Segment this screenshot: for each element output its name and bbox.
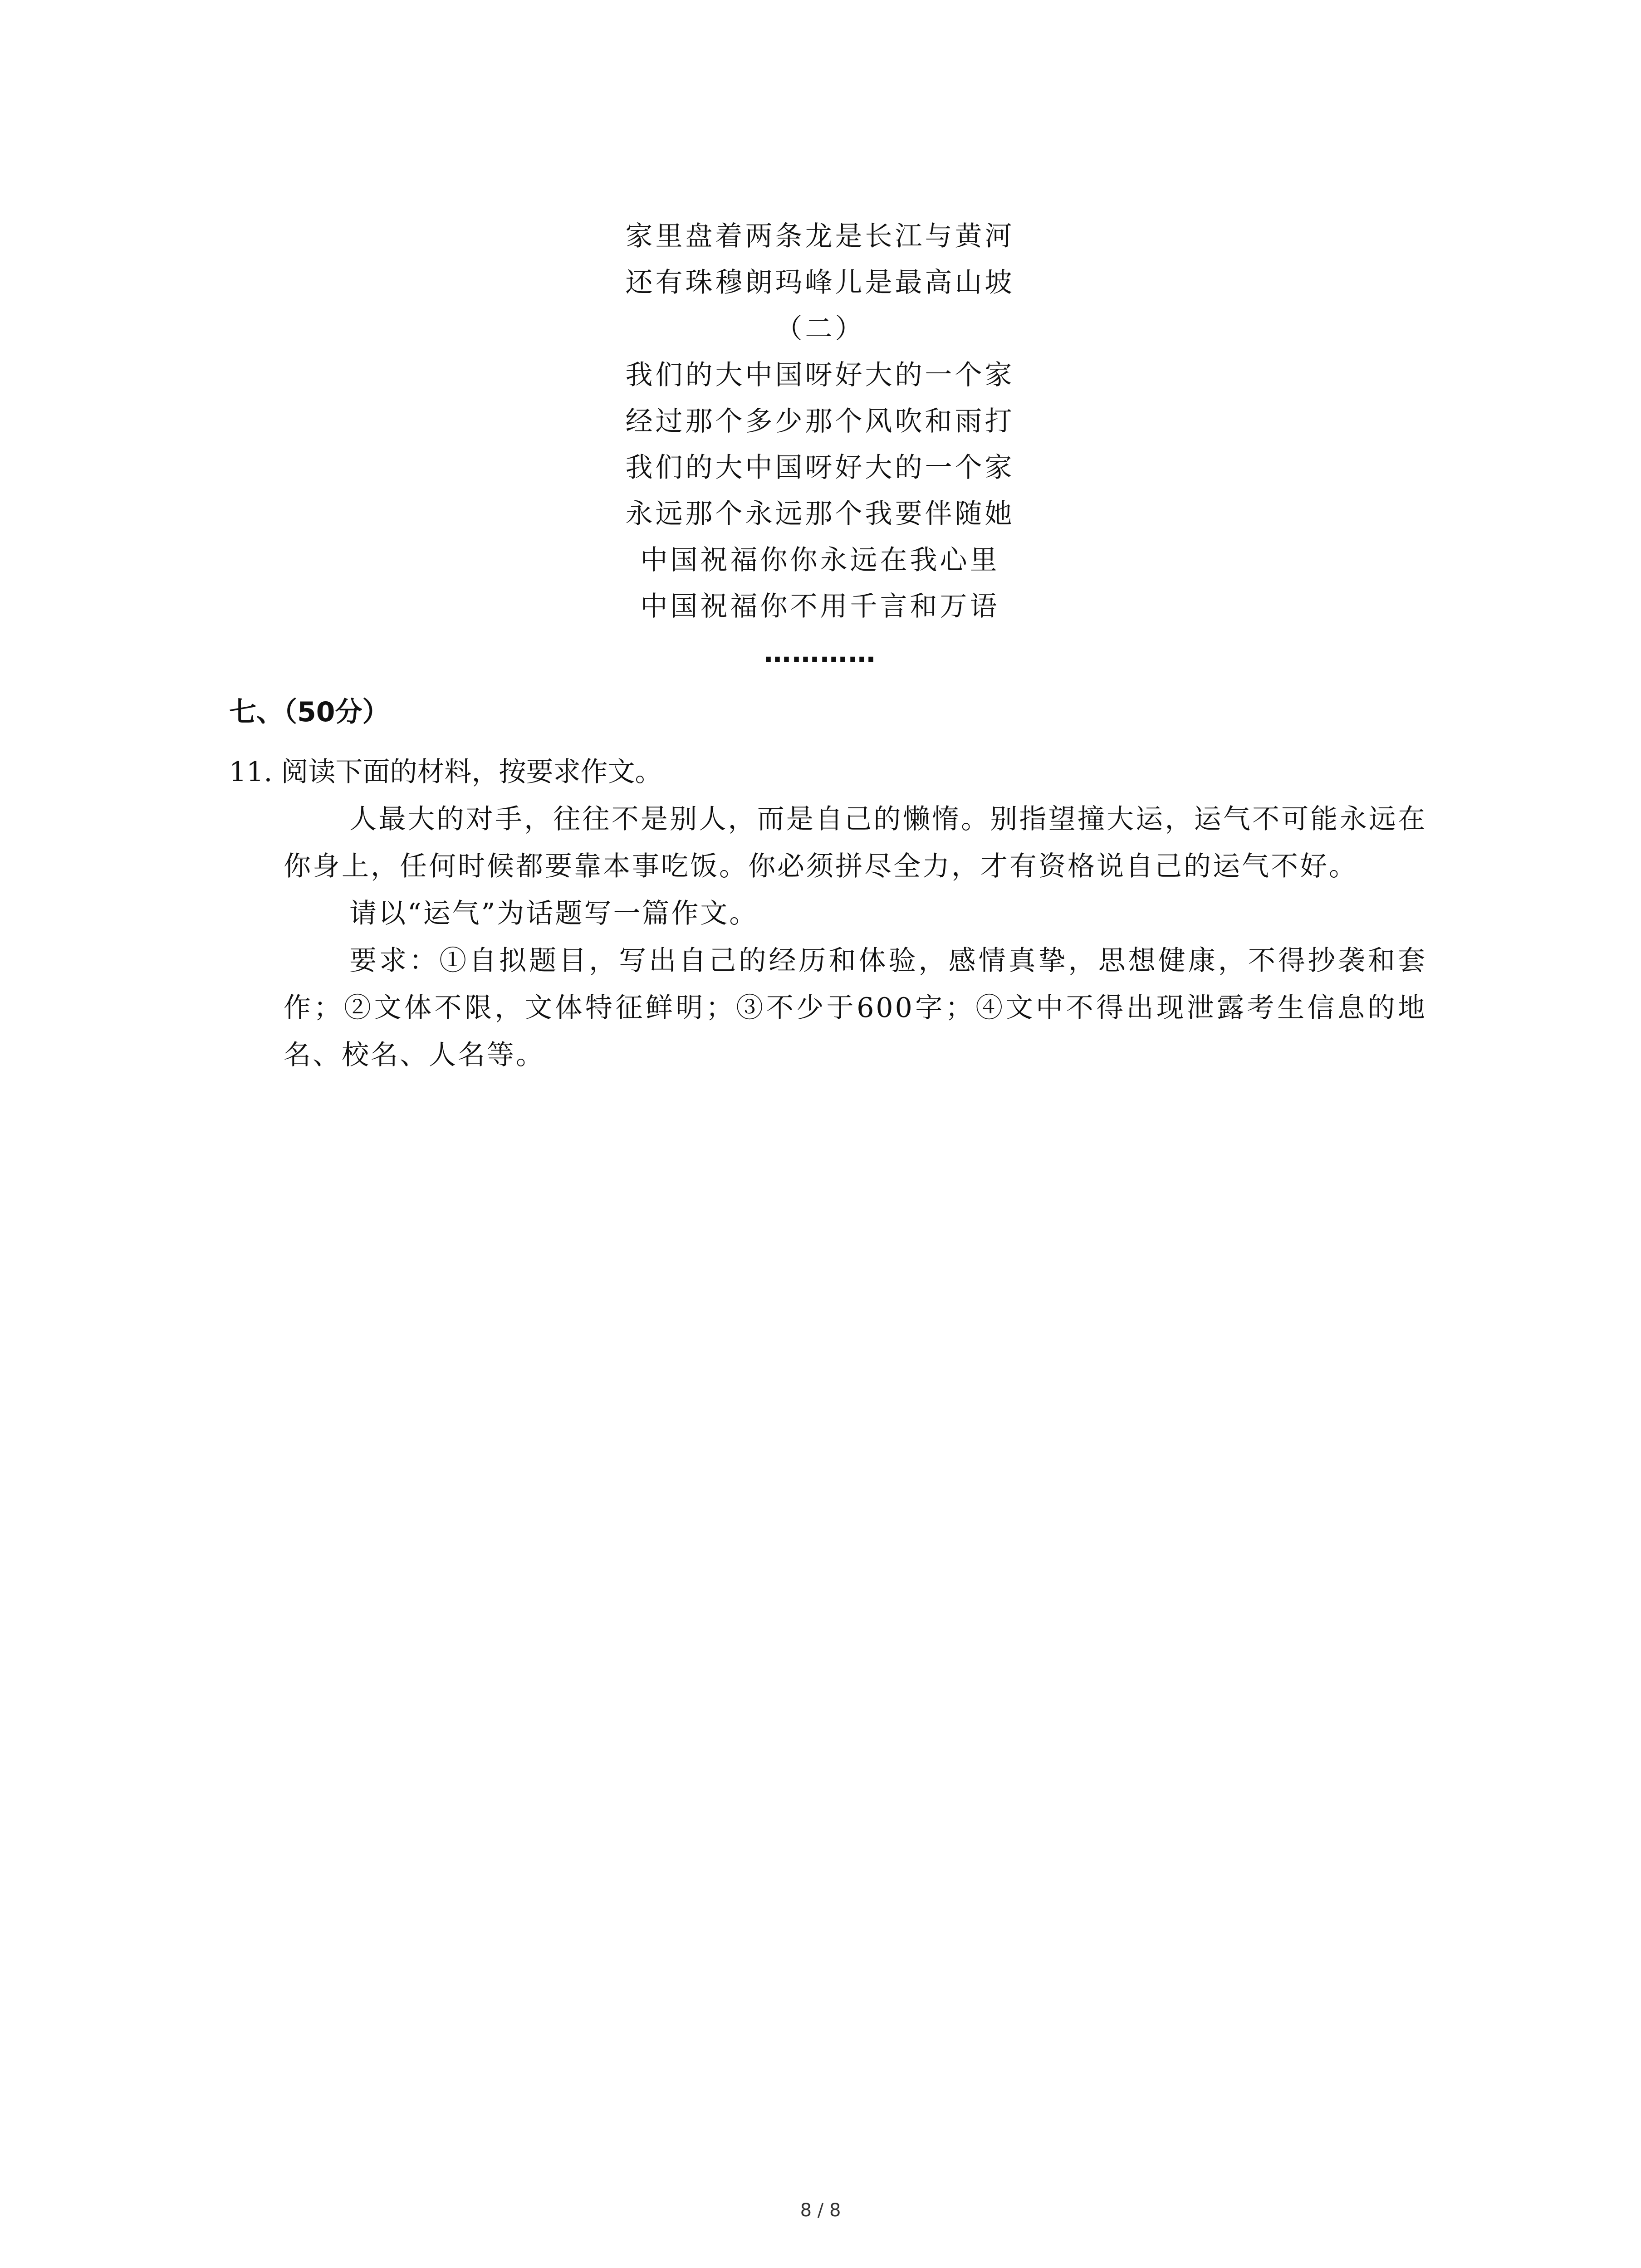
lyric-line: 中国祝福你你永远在我心里 bbox=[640, 544, 1000, 576]
page-number: 8 / 8 bbox=[800, 2200, 841, 2221]
song-lyrics bbox=[544, 213, 1096, 676]
lyric-section-marker: （二） bbox=[775, 313, 865, 345]
lyric-ellipsis: ………… bbox=[764, 637, 877, 669]
lyric-line: 我们的大中国呀好大的一个家 bbox=[625, 452, 1015, 484]
question-material: 人最大的对手，往往不是别人，而是自己的懒惰。别指望撞大运，运气不可能永远在你身上，任何时候都要靠本事吃饭。你必须拼尽全力，才有资格说自己的运气不好。 bbox=[284, 803, 1427, 882]
lyric-line: 家里盘着两条龙是长江与黄河 bbox=[625, 220, 1015, 252]
lyric-line: 还有珠穆朗玛峰儿是最高山坡 bbox=[625, 267, 1015, 298]
question-title: 11. 阅读下面的材料，按要求作文。 bbox=[229, 756, 662, 788]
lyric-line: 中国祝福你不用千言和万语 bbox=[640, 591, 1000, 622]
lyric-line: 我们的大中国呀好大的一个家 bbox=[625, 359, 1015, 391]
essay-question bbox=[229, 748, 1427, 1079]
question-requirements: 要求：①自拟题目，写出自己的经历和体验，感情真挚，思想健康，不得抄袭和套作；②文体不限，文体特征鲜明；③不少于600字；④文中不得出现泄露考生信息的地名、校名、人名等。 bbox=[284, 945, 1427, 1071]
lyric-line: 永远那个永远那个我要伴随她 bbox=[625, 498, 1015, 530]
section-heading: 七、（50分） bbox=[229, 696, 390, 728]
lyric-line: 经过那个多少那个风吹和雨打 bbox=[625, 406, 1015, 437]
question-body bbox=[284, 796, 1427, 1079]
question-prompt: 请以“运气”为话题写一篇作文。 bbox=[349, 898, 759, 929]
